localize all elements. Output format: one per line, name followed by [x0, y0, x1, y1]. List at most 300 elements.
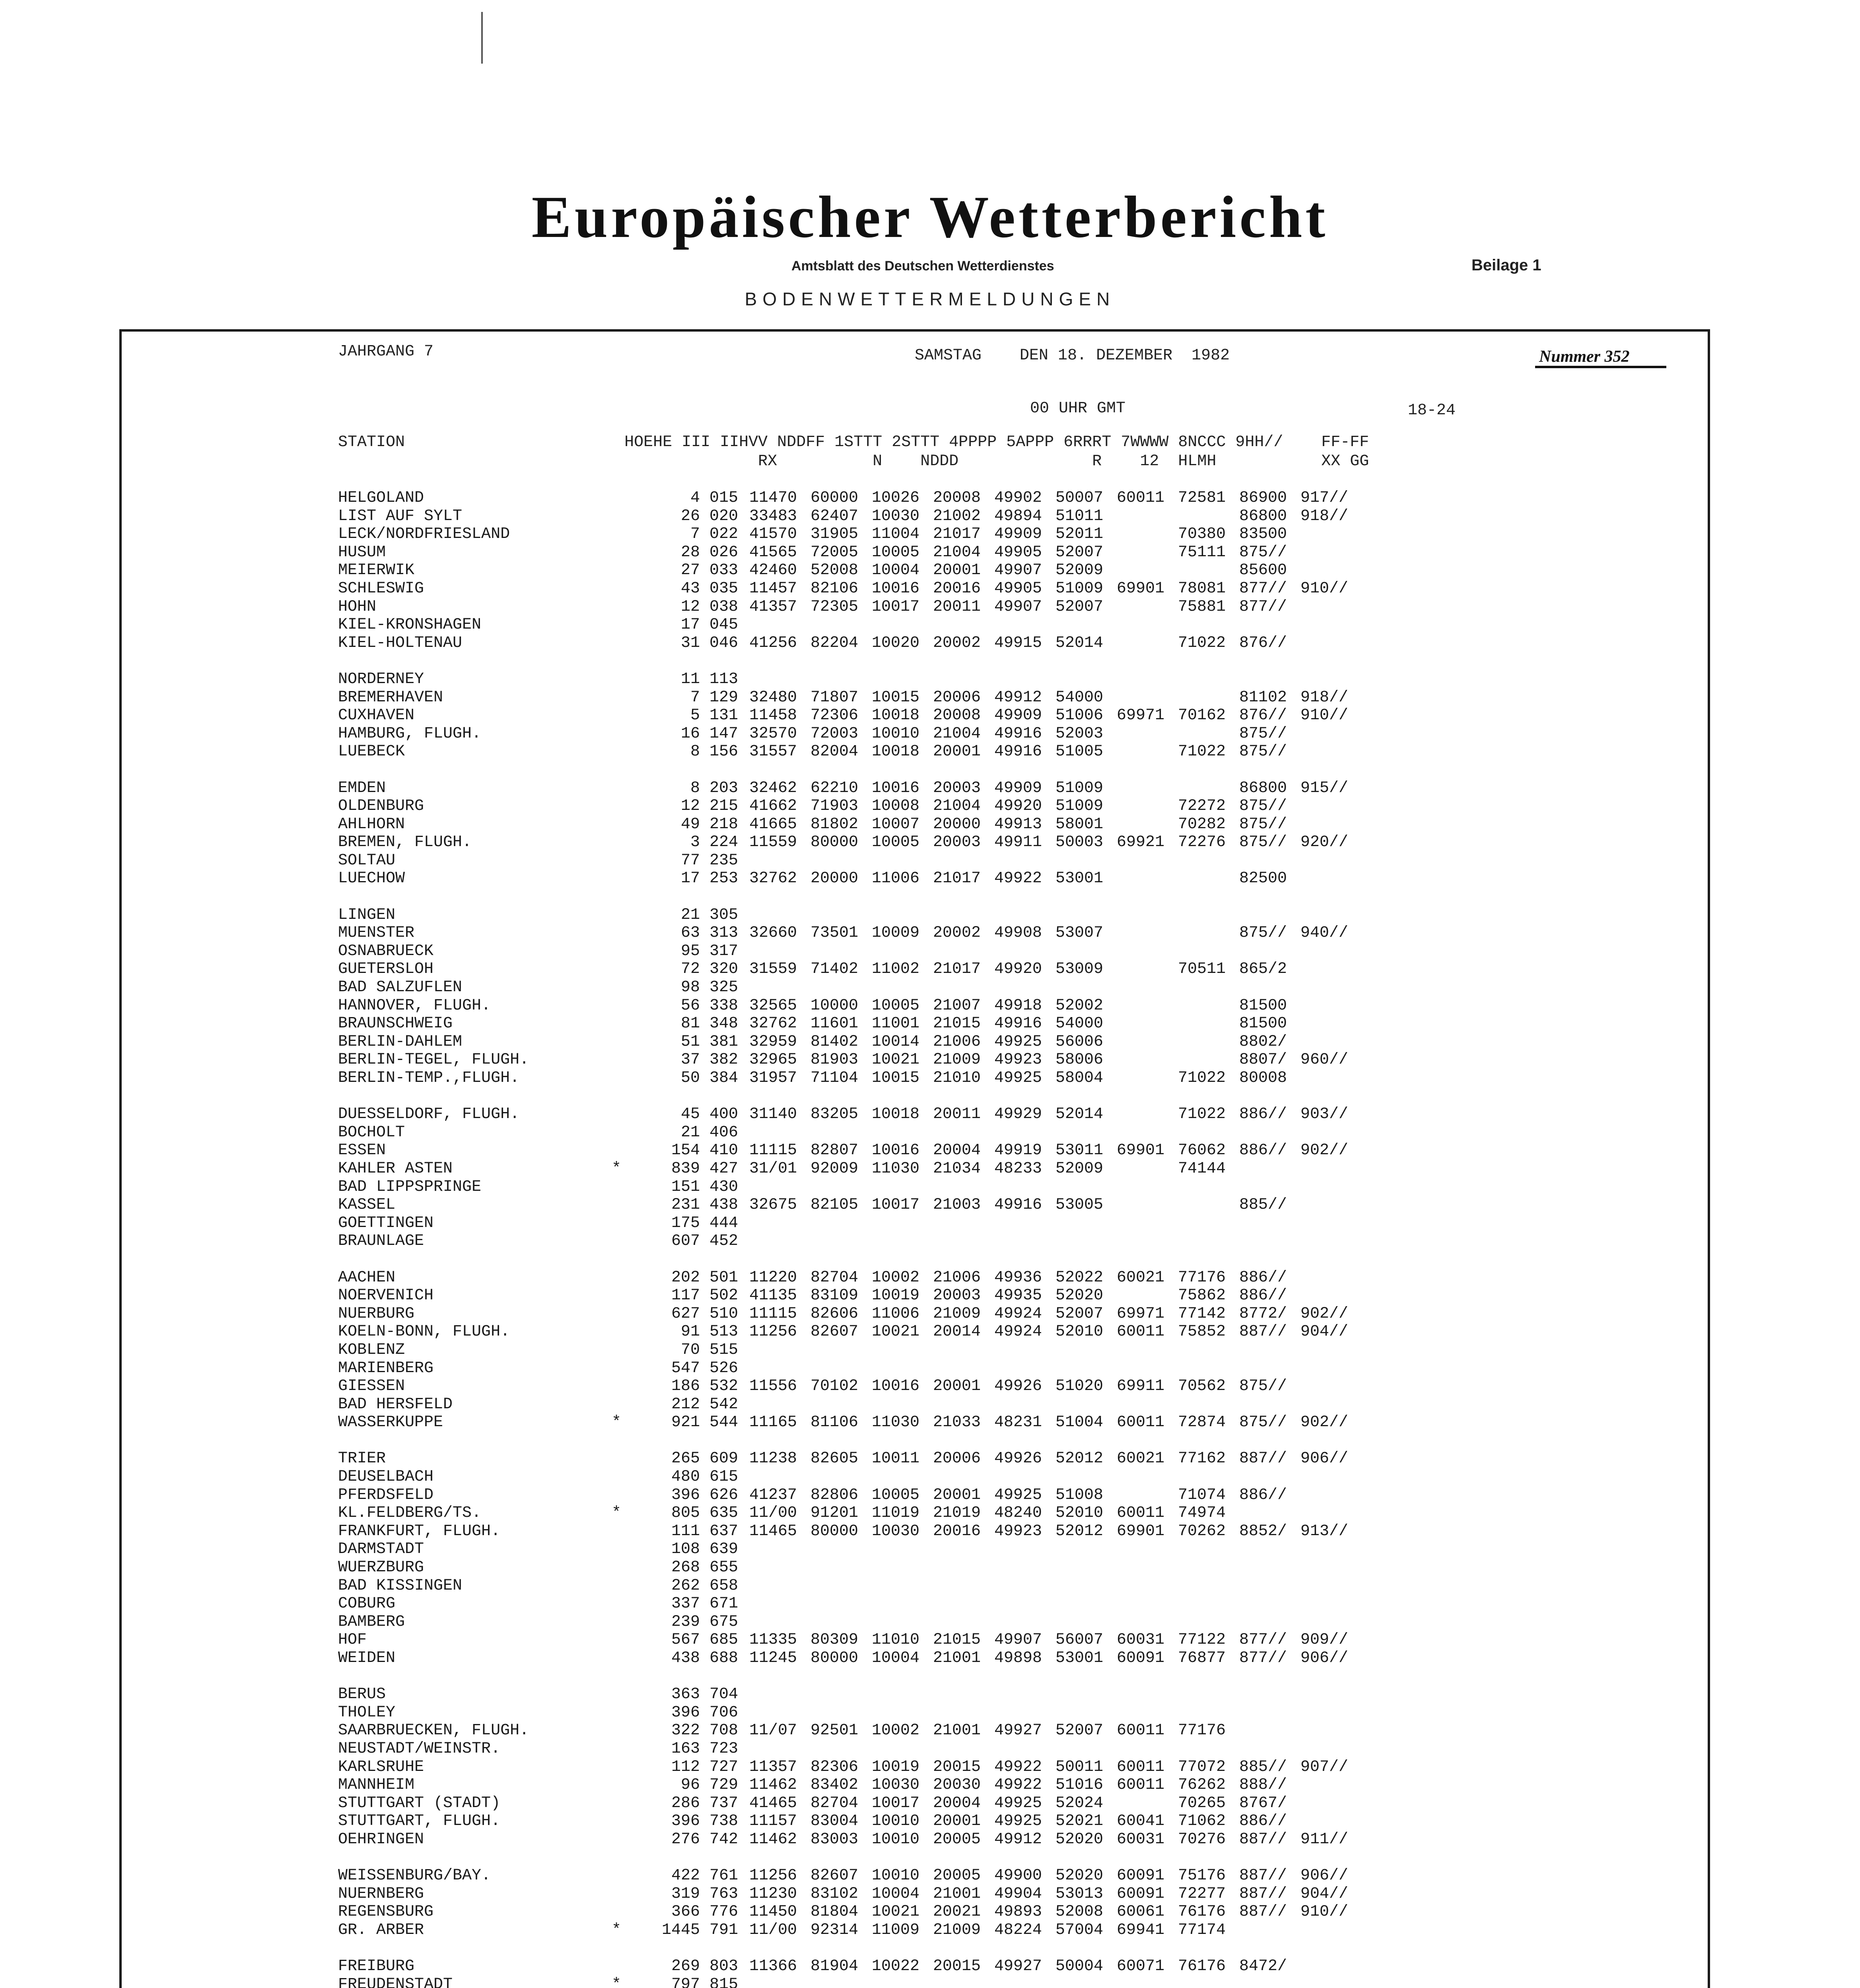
mountain-mark — [593, 815, 640, 834]
hoehe: 805 — [671, 1504, 700, 1522]
mountain-mark — [593, 1649, 640, 1668]
nddff — [810, 1341, 872, 1359]
group-2sttt: 20005 — [933, 1867, 981, 1885]
group-2sttt: 20004 — [933, 1794, 981, 1812]
group-4pppp: 49925 — [994, 1069, 1042, 1087]
group-4pppp: 49922 — [994, 1776, 1042, 1794]
ff-ff — [1380, 960, 1444, 978]
table-row — [338, 598, 1444, 616]
table-row — [338, 1685, 1444, 1704]
group-1sttt — [872, 1214, 933, 1233]
group-6rrrt — [1117, 725, 1178, 743]
group-2sttt: 21009 — [933, 1305, 981, 1323]
group-5appp: 52012 — [1055, 1450, 1104, 1468]
table-row — [338, 1069, 1444, 1087]
group-7wwww — [1178, 670, 1239, 689]
ff-ff — [1380, 924, 1444, 942]
group-1sttt: 10007 — [872, 815, 920, 833]
mountain-mark: * — [611, 1921, 621, 1939]
group-8nccc: 875// — [1239, 833, 1287, 852]
table-row — [338, 1051, 1444, 1069]
jahrgang: JAHRGANG 7 — [338, 343, 434, 361]
group-9hh: 902// — [1300, 1413, 1349, 1432]
ff-ff — [1380, 561, 1444, 580]
iii: 542 — [709, 1395, 739, 1413]
hoehe: 108 — [671, 1540, 700, 1559]
group-9hh — [1300, 1396, 1380, 1414]
table-row — [338, 743, 1444, 761]
group-2sttt — [933, 1178, 994, 1196]
group-6rrrt — [1117, 906, 1178, 924]
group-9hh: 903// — [1300, 1105, 1349, 1124]
group-6rrrt: 60011 — [1117, 1413, 1165, 1432]
iii: 639 — [709, 1540, 739, 1559]
nddff: 82607 — [810, 1867, 859, 1885]
group-4pppp: 49908 — [994, 924, 1042, 942]
nddff: 81904 — [810, 1957, 859, 1976]
station-name: HOHN — [338, 598, 377, 616]
group-4pppp: 49916 — [994, 743, 1042, 761]
group-1sttt: 10005 — [872, 833, 920, 852]
nddff — [810, 1685, 872, 1704]
ff-ff — [1380, 634, 1444, 652]
group-4pppp: 49926 — [994, 1377, 1042, 1396]
table-row — [338, 1903, 1444, 1921]
hoehe: 111 — [671, 1522, 700, 1540]
group-8nccc: 8807/ — [1239, 1051, 1287, 1069]
group-8nccc: 875// — [1239, 1413, 1287, 1432]
group-1sttt — [872, 1613, 933, 1631]
hoehe: 319 — [671, 1885, 700, 1903]
group-8nccc: 81500 — [1239, 1015, 1287, 1033]
iii: 501 — [709, 1268, 739, 1287]
iihvv — [749, 1613, 810, 1631]
iii: 776 — [709, 1903, 739, 1921]
group-9hh — [1300, 870, 1380, 888]
group-5appp: 52020 — [1055, 1867, 1104, 1885]
group-1sttt — [872, 1232, 933, 1250]
nddff: 71402 — [810, 960, 859, 978]
group-spacer — [338, 1087, 1444, 1106]
group-9hh — [1300, 1722, 1380, 1740]
iihvv: 31557 — [749, 743, 797, 761]
iii: 317 — [709, 942, 739, 960]
table-row — [338, 1359, 1444, 1378]
nddff: 71104 — [810, 1069, 859, 1087]
ff-ff — [1380, 1776, 1444, 1794]
mountain-mark — [593, 489, 640, 507]
group-2sttt: 21015 — [933, 1631, 981, 1649]
ff-ff — [1380, 507, 1444, 526]
group-8nccc: 885// — [1239, 1758, 1287, 1776]
group-4pppp: 49924 — [994, 1323, 1042, 1341]
group-7wwww: 72272 — [1178, 797, 1226, 815]
iii: 320 — [709, 960, 739, 978]
group-5appp — [1055, 616, 1117, 634]
group-7wwww — [1178, 1577, 1239, 1595]
ff-ff — [1380, 1396, 1444, 1414]
group-2sttt — [933, 1685, 994, 1704]
group-7wwww — [1178, 1214, 1239, 1233]
group-8nccc: 887// — [1239, 1450, 1287, 1468]
iihvv: 31957 — [749, 1069, 797, 1087]
group-6rrrt — [1117, 1540, 1178, 1559]
group-6rrrt — [1117, 1051, 1178, 1069]
table-row — [338, 1504, 1444, 1522]
section-heading: BODENWETTERMELDUNGEN — [744, 289, 1116, 309]
group-5appp — [1055, 852, 1117, 870]
iihvv: 11559 — [749, 833, 797, 852]
station-name: OEHRINGEN — [338, 1830, 424, 1848]
group-2sttt: 21004 — [933, 543, 981, 561]
iii: 761 — [709, 1867, 739, 1885]
mountain-mark — [593, 1450, 640, 1468]
iihvv — [749, 1685, 810, 1704]
group-8nccc — [1239, 852, 1300, 870]
iihvv: 11357 — [749, 1758, 797, 1776]
group-7wwww — [1178, 1559, 1239, 1577]
ff-ff — [1380, 1341, 1444, 1359]
station-name: NUERBURG — [338, 1305, 415, 1323]
nddff: 83004 — [810, 1812, 859, 1831]
group-9hh — [1300, 1976, 1380, 1988]
station-name: WUERZBURG — [338, 1559, 424, 1577]
station-name: AHLHORN — [338, 815, 405, 833]
group-5appp: 52009 — [1055, 561, 1104, 580]
hoehe: 11 — [680, 670, 700, 688]
group-1sttt: 10019 — [872, 1287, 920, 1305]
nddff: 81804 — [810, 1903, 859, 1921]
iii: 532 — [709, 1377, 739, 1396]
group-9hh — [1300, 1776, 1380, 1794]
group-1sttt: 10016 — [872, 1142, 920, 1160]
mountain-mark — [593, 1776, 640, 1794]
table-row — [338, 960, 1444, 978]
iii: 729 — [709, 1776, 739, 1794]
station-name: DEUSELBACH — [338, 1468, 434, 1486]
group-6rrrt — [1117, 1105, 1178, 1124]
nddff: 92009 — [810, 1159, 859, 1178]
table-row — [338, 1396, 1444, 1414]
ff-ff — [1380, 1649, 1444, 1668]
group-6rrrt: 60011 — [1117, 1323, 1165, 1341]
group-1sttt — [872, 1685, 933, 1704]
group-2sttt — [933, 670, 994, 689]
group-5appp — [1055, 1577, 1117, 1595]
station-name: EMDEN — [338, 779, 386, 797]
hoehe: 26 — [680, 507, 700, 525]
table-row — [338, 1867, 1444, 1885]
station-name: REGENSBURG — [338, 1903, 434, 1921]
mountain-mark — [593, 1685, 640, 1704]
group-1sttt — [872, 852, 933, 870]
group-5appp: 53011 — [1055, 1142, 1104, 1160]
group-8nccc: 888// — [1239, 1776, 1287, 1794]
iihvv: 31/01 — [749, 1159, 797, 1178]
group-5appp: 51009 — [1055, 797, 1104, 815]
table-row — [338, 797, 1444, 815]
group-6rrrt — [1117, 1033, 1178, 1051]
table-row — [338, 489, 1444, 507]
ff-ff — [1380, 833, 1444, 852]
group-2sttt — [933, 1214, 994, 1233]
group-6rrrt: 60011 — [1117, 1776, 1165, 1794]
nddff: 82704 — [810, 1268, 859, 1287]
ff-ff — [1380, 1885, 1444, 1903]
group-6rrrt — [1117, 598, 1178, 616]
ff-ff — [1380, 1957, 1444, 1976]
station-name: AACHEN — [338, 1268, 396, 1287]
station-name: HANNOVER, FLUGH. — [338, 996, 491, 1015]
ff-ff — [1380, 1214, 1444, 1233]
group-4pppp: 49925 — [994, 1486, 1042, 1504]
iii: 526 — [709, 1359, 739, 1377]
iii: 022 — [709, 525, 739, 544]
group-9hh — [1300, 1214, 1380, 1233]
hoehe: 396 — [671, 1812, 700, 1831]
group-9hh — [1300, 525, 1380, 544]
group-7wwww — [1178, 1595, 1239, 1613]
hoehe: 8 — [690, 779, 700, 797]
group-2sttt: 21002 — [933, 507, 981, 525]
iihvv: 11470 — [749, 489, 797, 507]
iihvv — [749, 1359, 810, 1378]
group-4pppp: 49907 — [994, 1631, 1042, 1649]
group-2sttt: 21015 — [933, 1015, 981, 1033]
table-row — [338, 1740, 1444, 1758]
iihvv — [749, 1468, 810, 1486]
group-9hh — [1300, 1468, 1380, 1486]
mountain-mark — [593, 1196, 640, 1214]
ff-ff — [1380, 1903, 1444, 1921]
table-row — [338, 670, 1444, 689]
iihvv — [749, 1396, 810, 1414]
iii: 637 — [709, 1522, 739, 1540]
mountain-mark — [593, 1740, 640, 1758]
group-6rrrt — [1117, 1341, 1178, 1359]
table-row — [338, 1341, 1444, 1359]
group-4pppp — [994, 1613, 1055, 1631]
group-8nccc — [1239, 942, 1300, 961]
mountain-mark: * — [611, 1159, 621, 1178]
station-name: NORDERNEY — [338, 670, 424, 688]
group-6rrrt: 60021 — [1117, 1450, 1165, 1468]
ff-ff — [1380, 689, 1444, 707]
group-7wwww — [1178, 942, 1239, 961]
mountain-mark — [593, 1867, 640, 1885]
station-name: PFERDSFELD — [338, 1486, 434, 1504]
group-2sttt: 21017 — [933, 525, 981, 544]
group-4pppp — [994, 1178, 1055, 1196]
group-5appp: 51008 — [1055, 1486, 1104, 1504]
station-name: LECK/NORDFRIESLAND — [338, 525, 510, 544]
station-name: DARMSTADT — [338, 1540, 424, 1559]
group-1sttt: 10021 — [872, 1051, 920, 1069]
group-4pppp — [994, 1976, 1055, 1988]
iii: 791 — [709, 1921, 739, 1939]
station-name: KASSEL — [338, 1196, 396, 1214]
group-spacer — [338, 1432, 1444, 1450]
group-9hh: 910// — [1300, 707, 1349, 725]
group-1sttt: 11006 — [872, 870, 920, 888]
mountain-mark — [593, 960, 640, 978]
hoehe: 43 — [680, 579, 700, 598]
iii: 020 — [709, 507, 739, 525]
station-name: MARIENBERG — [338, 1359, 434, 1377]
group-6rrrt — [1117, 1359, 1178, 1378]
hoehe: 212 — [671, 1395, 700, 1413]
group-8nccc: 887// — [1239, 1830, 1287, 1848]
ff-ff — [1380, 1577, 1444, 1595]
ff-ff — [1380, 1722, 1444, 1740]
group-6rrrt — [1117, 1976, 1178, 1988]
hoehe: 396 — [671, 1703, 700, 1722]
station-name: KOBLENZ — [338, 1341, 405, 1359]
group-8nccc: 877// — [1239, 1649, 1287, 1667]
mountain-mark — [593, 1051, 640, 1069]
group-7wwww — [1178, 1178, 1239, 1196]
hoehe: 366 — [671, 1903, 700, 1921]
group-6rrrt — [1117, 978, 1178, 997]
mountain-mark — [593, 942, 640, 961]
group-7wwww: 75111 — [1178, 543, 1226, 561]
station-name: STUTTGART (STADT) — [338, 1794, 501, 1812]
ff-ff — [1380, 1740, 1444, 1758]
group-6rrrt — [1117, 544, 1178, 562]
group-1sttt: 10008 — [872, 797, 920, 815]
ff-ff — [1380, 544, 1444, 562]
nddff — [810, 616, 872, 634]
iihvv: 11450 — [749, 1903, 797, 1921]
iii: 400 — [709, 1105, 739, 1124]
iii: 655 — [709, 1559, 739, 1577]
group-9hh — [1300, 797, 1380, 815]
hoehe: 51 — [680, 1033, 700, 1051]
group-8nccc: 85600 — [1239, 561, 1287, 580]
station-name: BRAUNLAGE — [338, 1232, 424, 1250]
station-name: HOF — [338, 1631, 367, 1649]
group-7wwww — [1178, 1232, 1239, 1250]
iii: 708 — [709, 1722, 739, 1740]
iihvv: 11115 — [749, 1305, 797, 1323]
nddff: 82606 — [810, 1305, 859, 1323]
group-4pppp: 49923 — [994, 1522, 1042, 1540]
mountain-mark — [593, 616, 640, 634]
group-7wwww — [1178, 779, 1239, 798]
table-row — [338, 1232, 1444, 1250]
mountain-mark — [593, 978, 640, 997]
table-row — [338, 852, 1444, 870]
group-9hh: 902// — [1300, 1142, 1349, 1160]
iihvv — [749, 1178, 810, 1196]
group-9hh — [1300, 1178, 1380, 1196]
group-9hh — [1300, 1287, 1380, 1305]
group-6rrrt: 69921 — [1117, 833, 1165, 852]
group-1sttt — [872, 1396, 933, 1414]
group-6rrrt — [1117, 1160, 1178, 1178]
iii: 026 — [709, 543, 739, 561]
group-5appp: 52024 — [1055, 1794, 1104, 1812]
group-1sttt: 10004 — [872, 1649, 920, 1667]
group-7wwww: 71022 — [1178, 1069, 1226, 1087]
table-row — [338, 1812, 1444, 1831]
publisher-subtitle: Amtsblatt des Deutschen Wetterdienstes — [791, 258, 1054, 274]
table-row — [338, 1885, 1444, 1903]
group-6rrrt — [1117, 1794, 1178, 1813]
ff-ff — [1380, 852, 1444, 870]
group-4pppp: 49907 — [994, 561, 1042, 580]
iihvv: 11465 — [749, 1522, 797, 1540]
group-2sttt — [933, 1976, 994, 1988]
hoehe: 31 — [680, 634, 700, 652]
group-1sttt: 10018 — [872, 743, 920, 761]
nddff — [810, 1359, 872, 1378]
ff-ff — [1380, 725, 1444, 743]
group-7wwww — [1178, 561, 1239, 580]
ff-ff — [1380, 1178, 1444, 1196]
hoehe: 262 — [671, 1576, 700, 1595]
ff-ff — [1380, 1142, 1444, 1160]
hoehe: 396 — [671, 1486, 700, 1504]
group-7wwww — [1178, 1396, 1239, 1414]
station-name: LUEBECK — [338, 743, 405, 761]
group-1sttt — [872, 1976, 933, 1988]
mountain-mark — [593, 1812, 640, 1831]
group-8nccc: 886// — [1239, 1105, 1287, 1124]
group-7wwww: 76877 — [1178, 1649, 1226, 1667]
table-row — [338, 1649, 1444, 1668]
group-6rrrt — [1117, 507, 1178, 526]
group-5appp — [1055, 1704, 1117, 1722]
nddff: 72005 — [810, 543, 859, 561]
group-2sttt: 21006 — [933, 1033, 981, 1051]
nddff: 82105 — [810, 1196, 859, 1214]
group-7wwww: 71074 — [1178, 1486, 1226, 1504]
group-9hh — [1300, 852, 1380, 870]
group-6rrrt — [1117, 1468, 1178, 1486]
mountain-mark — [593, 670, 640, 689]
nddff: 72305 — [810, 598, 859, 616]
group-8nccc: 83500 — [1239, 525, 1287, 544]
group-9hh — [1300, 1812, 1380, 1831]
iihvv — [749, 1540, 810, 1559]
group-6rrrt — [1117, 779, 1178, 798]
group-6rrrt — [1117, 670, 1178, 689]
group-6rrrt: 60021 — [1117, 1268, 1165, 1287]
ff-ff — [1380, 525, 1444, 544]
iihvv: 32660 — [749, 924, 797, 942]
mountain-mark — [593, 743, 640, 761]
mountain-mark: * — [611, 1504, 621, 1522]
group-2sttt: 20016 — [933, 579, 981, 598]
group-9hh — [1300, 1794, 1380, 1813]
mountain-mark — [593, 1631, 640, 1649]
table-row — [338, 1468, 1444, 1486]
group-1sttt: 10014 — [872, 1033, 920, 1051]
ff-ff — [1380, 1867, 1444, 1885]
hoehe: 1445 — [661, 1921, 700, 1939]
mountain-mark — [593, 1957, 640, 1976]
mountain-mark: * — [611, 1413, 621, 1432]
group-7wwww: 71022 — [1178, 1105, 1226, 1124]
group-8nccc: 887// — [1239, 1903, 1287, 1921]
station-name: HELGOLAND — [338, 489, 424, 507]
iihvv: 42460 — [749, 561, 797, 580]
group-1sttt: 10018 — [872, 1105, 920, 1124]
hoehe: 27 — [680, 561, 700, 580]
group-8nccc: 887// — [1239, 1885, 1287, 1903]
group-2sttt: 20006 — [933, 1450, 981, 1468]
